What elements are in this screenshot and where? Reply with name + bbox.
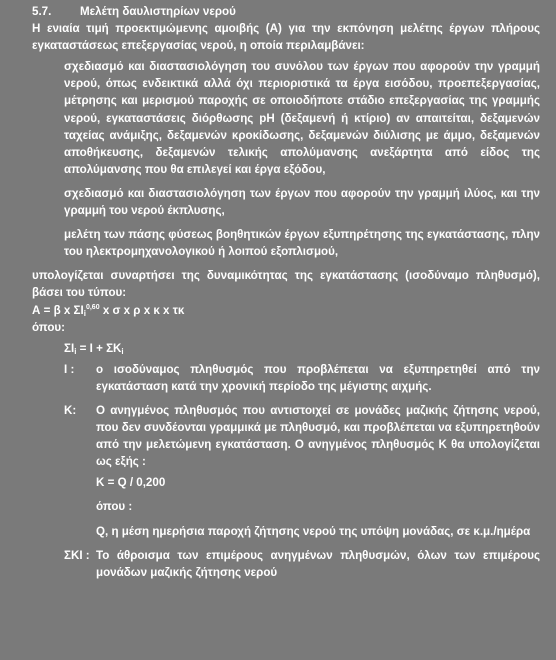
sum-definition bbox=[64, 340, 540, 357]
k-formula: Κ = Q / 0,200 bbox=[96, 476, 166, 490]
definition-row bbox=[64, 361, 540, 395]
formula-lhs: Α = β x ΣΙ bbox=[32, 303, 84, 317]
list-item: σχεδιασμό και διαστασιολόγηση του συνόλου των έργων που αφορούν την γραμμή νερού, όπως ενδεικτικά αλλά όχι περιοριστικά τα έργα εισόδου, προεπεξεργασίας, μέτρησης και μερισμού παροχής σε οποιοδήποτε στάδιο επεξεργασίας της γραμμής νερού, εγκαταστάσεις διόρθωσης pH (δεξαμενή ή κτίριο) αν απαιτείται, δεξαμενών ταχείας ανάμιξης, δεξαμενών κροκίδωσης, δεξαμενών διύλισης με άμμο, δεξαμενών αποθήκευσης, δεξαμενών τελικής απολύμανσης ανεξάρτητα από είδος της απολύμανσης που θα επιλεγεί και έργα εξόδου, bbox=[64, 60, 540, 176]
formula-lhs-subscript: i bbox=[83, 308, 86, 318]
sum-rhs: = Ι + ΣΚ bbox=[76, 341, 122, 355]
definition-row bbox=[64, 402, 540, 470]
formula-exponent: 0,60 bbox=[85, 303, 100, 311]
sum-symbol: ΣΙ bbox=[64, 341, 75, 355]
sum-subscript: i bbox=[74, 346, 77, 356]
fee-formula bbox=[32, 302, 540, 319]
section-title: Μελέτη δαυλιστηρίων νερού bbox=[80, 5, 236, 18]
list-item: μελέτη των πάσης φύσεως βοηθητικών έργων εξυπηρέτησης της εγκατάστασης, πλην του ηλεκτρομηχανολογικού ή λοιπού εξοπλισμού, bbox=[64, 228, 540, 259]
q-definition: Q, η μέση ημερήσια παροχή ζήτησης νερού της υπόψη μονάδας, σε κ.μ./ημέρα bbox=[96, 524, 531, 538]
definition-label: ΣΚΙ : bbox=[64, 548, 90, 562]
section-number: 5.7. bbox=[32, 5, 52, 18]
definition-row bbox=[64, 547, 540, 581]
intro-paragraph: Η ενιαία τιμή προεκτιμώμενης αμοιβής (Α) για την εκπόνηση μελέτης έργων πλήρους εγκαταστάσεως επεξεργασίας νερού, η οποία περιλαμβάνει: bbox=[32, 22, 540, 53]
formula-rhs: x σ x ρ x κ x τκ bbox=[99, 303, 185, 317]
section-heading bbox=[32, 3, 540, 20]
list-item: σχεδιασμό και διαστασιολόγηση των έργων που αφορούν την γραμμή ιλύος, και την γραμμή του νερού έκπλυσης, bbox=[64, 186, 540, 218]
definition-text: Το άθροισμα των επιμέρους ανηγμένων πληθυσμών, όλων των επιμέρους μονάδων μαζικής ζήτησης νερού bbox=[96, 548, 540, 579]
k-where-label: όπου : bbox=[96, 500, 133, 514]
definition-text: ο ισοδύναμος πληθυσμός που προβλέπεται να εξυπηρετηθεί από την εγκατάσταση κατά την χρονική περίοδο της μέγιστης αιχμής. bbox=[96, 362, 540, 393]
where-label: όπου: bbox=[32, 320, 66, 334]
definition-label: Κ: bbox=[64, 403, 77, 417]
definition-text: Ο ανηγμένος πληθυσμός που αντιστοιχεί σε μονάδες μαζικής ζήτησης νερού, που δεν συνδέονται γραμμικά με πληθυσμό, και προβλέπεται να εξυπηρετηθούν από την μελετώμενη εγκατάσταση. Ο ανηγμένος πληθυσμός Κ θα υπολογίζεται ως εξής : bbox=[96, 403, 540, 469]
definition-label: Ι : bbox=[64, 362, 75, 376]
scope-list bbox=[64, 58, 540, 260]
sum-rhs-subscript: i bbox=[121, 346, 124, 356]
calculation-paragraph: υπολογίζεται συναρτήσει της δυναμικότητας της εγκατάστασης (ισοδύναμο πληθυσμό), βάσει του τύπου: bbox=[32, 269, 540, 300]
